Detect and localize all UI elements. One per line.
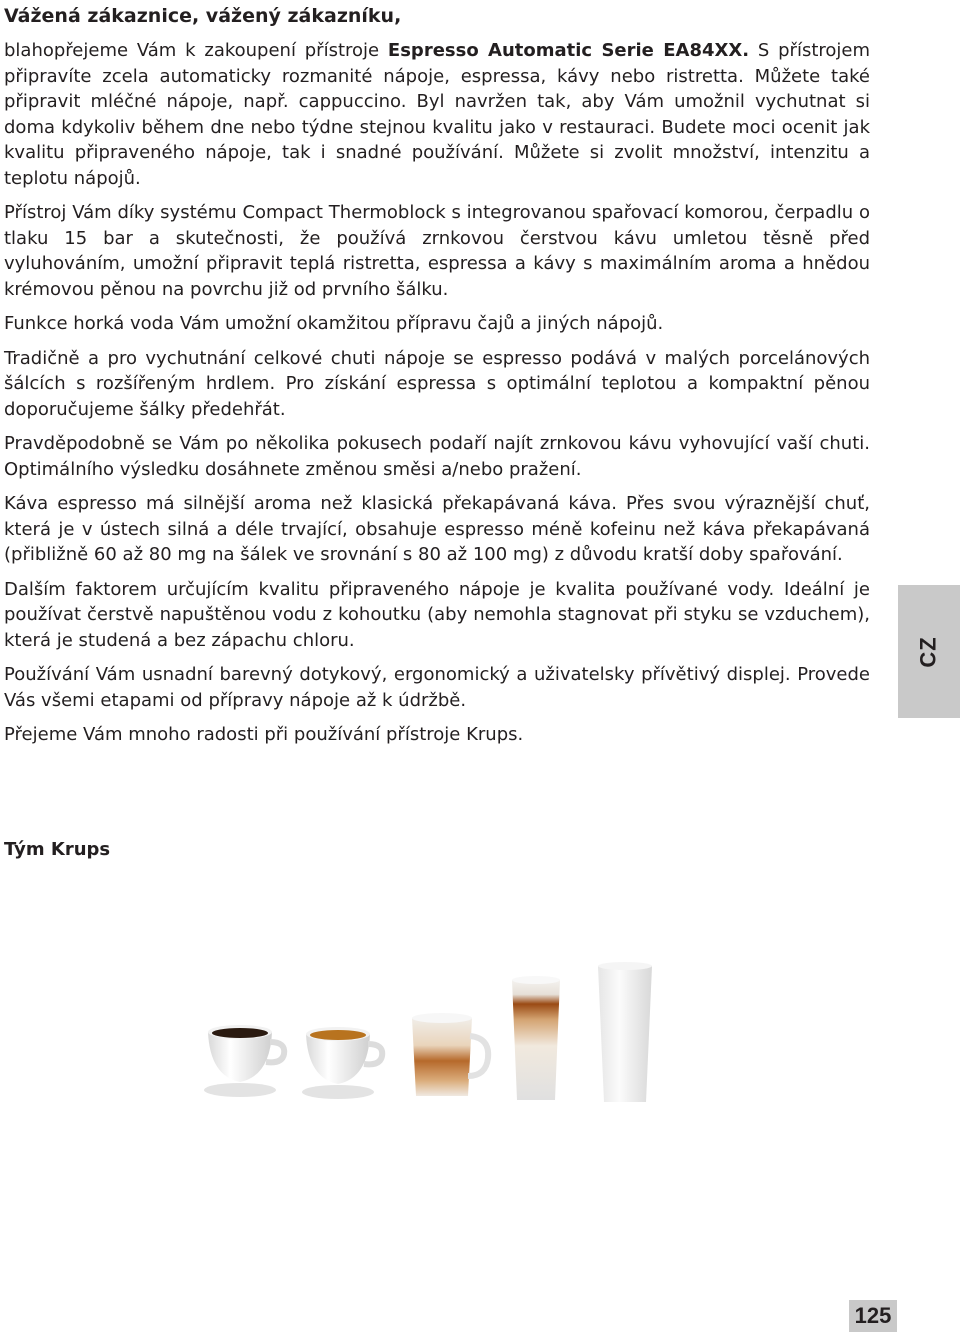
language-tab-label: CZ bbox=[915, 635, 941, 668]
manual-page-body bbox=[4, 4, 870, 757]
paragraph-hot-water: Funkce horká voda Vám umožní okamžitou přípravu čajů a jiných nápojů. bbox=[4, 313, 664, 334]
product-name: Espresso Automatic Serie EA84XX. bbox=[387, 40, 750, 61]
milk-glass-icon bbox=[598, 962, 652, 1102]
paragraph-espresso-cups: Tradičně a pro vychutnání celkové chuti nápoje se espresso podává v malých porcelánových šálcích s rozšířeným hrdlem. Pro získání espressa s optimální teplotou a kompaktní pěnou doporučujeme šálky předehřát. bbox=[4, 347, 870, 420]
coffee-drinks-illustration bbox=[200, 958, 680, 1108]
paragraph-thermoblock: Přístroj Vám díky systému Compact Thermoblock s integrovanou spařovací komorou, čerpadlu o tlaku 15 bar a skutečnosti, že používá zrnkovou čerstvou kávu umletou těsně před vyluhováním, umožní připravit teplá ristretta, espressa a kávy s maximálním aroma a hnědou krémovou pěnou na povrchu již od prvního šálku. bbox=[4, 202, 870, 300]
cappuccino-glass-icon bbox=[412, 1013, 488, 1096]
intro-text-end: S přístrojem připravíte zcela automaticky rozmanité nápoje, espressa, kávy nebo ristretta. Můžete také připravit mléčné nápoje, např. cappuccino. Byl navržen tak, aby Vám umožnil vychutnat si doma kdykoliv během dne nebo týdne stejnou kvalitu jako v restauraci. Budete moci ocenit jak kvalitu připraveného nápoje, tak i snadné používání. Můžete si zvolit množství, intenzitu a teplotu nápojů. bbox=[4, 40, 871, 189]
espresso-cup-icon bbox=[204, 1025, 284, 1097]
ristretto-cup-icon bbox=[302, 1027, 382, 1099]
intro-text-start: blahopřejeme Vám k zakoupení přístroje bbox=[4, 40, 388, 61]
paragraph-display: Používání Vám usnadní barevný dotykový, ergonomický a uživatelsky přívětivý displej. Provede Vás všemi etapami od přípravy nápoje až k údržbě. bbox=[4, 664, 870, 711]
intro-paragraph bbox=[4, 38, 870, 191]
paragraph-coffee-beans: Pravděpodobně se Vám po několika pokusech podaří najít zrnkovou kávu vyhovující vaší chuti. Optimálního výsledku dosáhnete změnou směsi a/nebo pražení. bbox=[4, 433, 870, 480]
paragraph-closing: Přejeme Vám mnoho radosti při používání přístroje Krups. bbox=[4, 724, 524, 745]
language-tab bbox=[898, 585, 960, 718]
page-number: 125 bbox=[849, 1300, 897, 1332]
paragraph-water-quality: Dalším faktorem určujícím kvalitu připraveného nápoje je kvalita používané vody. Ideální je používat čerstvě napuštěnou vodu z kohoutku (aby nemohla stagnovat při styku se vzduchem), která je studená a bez zápachu chloru. bbox=[4, 578, 870, 651]
signature: Tým Krups bbox=[4, 839, 111, 860]
greeting-heading: Vážená zákaznice, vážený zákazníku, bbox=[4, 5, 402, 27]
paragraph-espresso-aroma: Káva espresso má silnější aroma než klasická překapávaná káva. Přes svou výraznější chuť, která je v ústech silná a déle trvající, obsahuje espresso méně kofeinu než káva překapávaná (přibližně 60 až 80 mg na šálek ve srovnání s 80 až 100 mg) z důvodu kratší doby spařování. bbox=[4, 493, 870, 565]
latte-glass-icon bbox=[512, 976, 560, 1100]
